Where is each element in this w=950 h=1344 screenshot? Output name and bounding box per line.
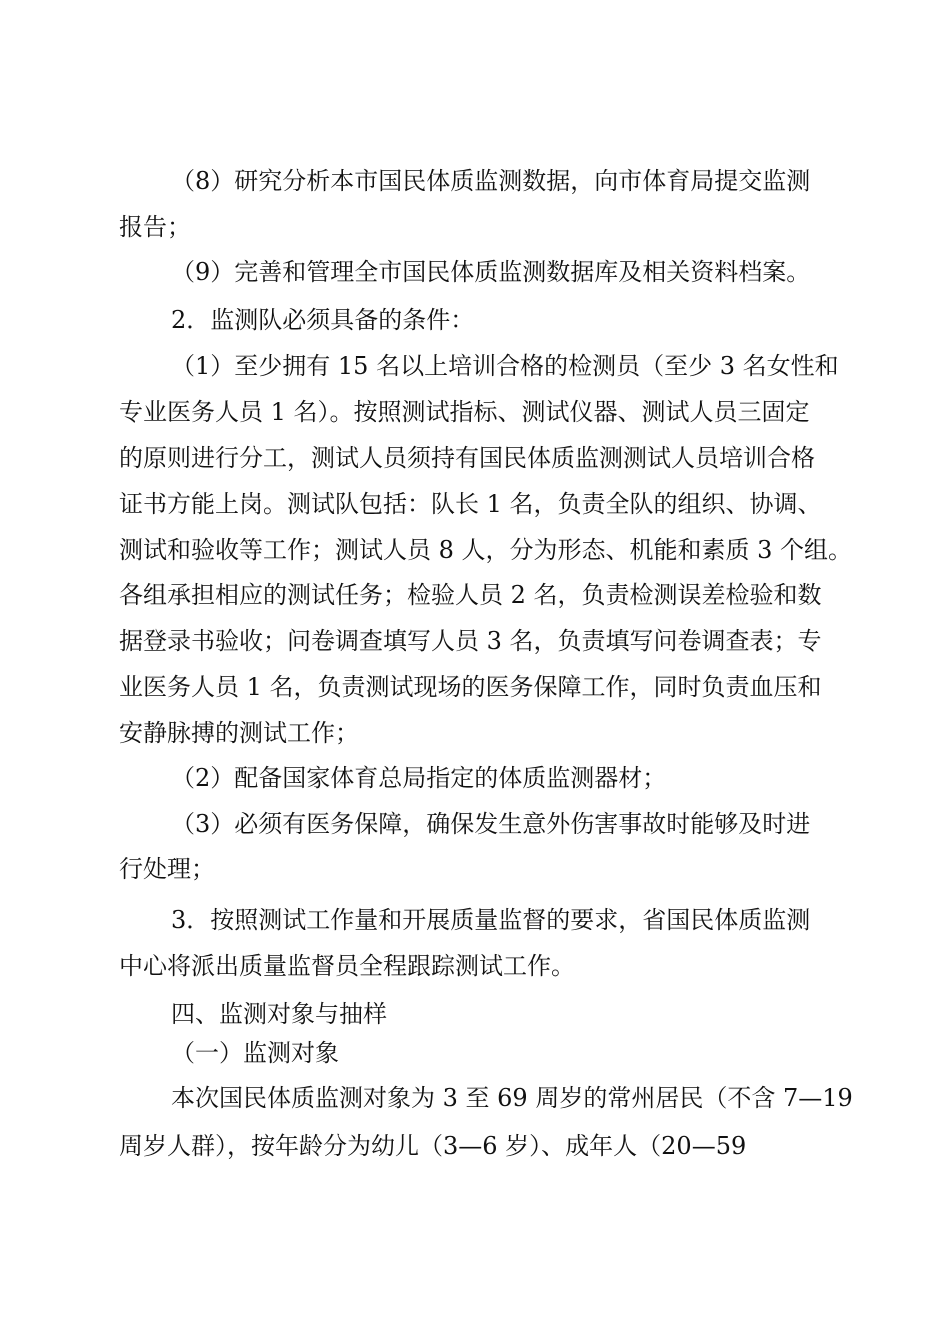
paragraph-line: 3．按照测试工作量和开展质量监督的要求，省国民体质监测 — [171, 906, 811, 934]
paragraph-line: （1）至少拥有 15 名以上培训合格的检测员（至少 3 名女性和 — [171, 352, 839, 380]
paragraph-line: 业医务人员 1 名，负责测试现场的医务保障工作，同时负责血压和 — [119, 673, 822, 701]
paragraph-line: 周岁人群），按年龄分为幼儿（3—6 岁）、成年人（20—59 — [119, 1132, 747, 1160]
paragraph-line: 证书方能上岗。测试队包括：队长 1 名，负责全队的组织、协调、 — [119, 490, 822, 518]
paragraph-line: （2）配备国家体育总局指定的体质监测器材； — [171, 764, 667, 792]
paragraph-line: 行处理； — [119, 855, 215, 883]
paragraph-line: 的原则进行分工，测试人员须持有国民体质监测测试人员培训合格 — [119, 444, 815, 472]
paragraph-line: 据登录书验收；问卷调查填写人员 3 名，负责填写问卷调查表；专 — [119, 627, 822, 655]
paragraph-line: 测试和验收等工作；测试人员 8 人，分为形态、机能和素质 3 个组。 — [119, 536, 853, 564]
subsection-heading: （一）监测对象 — [171, 1039, 339, 1067]
paragraph-line: 安静脉搏的测试工作； — [119, 719, 359, 747]
paragraph-line: （9）完善和管理全市国民体质监测数据库及相关资料档案。 — [171, 258, 811, 286]
paragraph-line: （3）必须有医务保障，确保发生意外伤害事故时能够及时进 — [171, 810, 811, 838]
section-heading: 四、监测对象与抽样 — [171, 1000, 387, 1028]
section-heading: 2．监测队必须具备的条件： — [171, 306, 475, 334]
paragraph-line: （8）研究分析本市国民体质监测数据，向市体育局提交监测 — [171, 167, 811, 195]
paragraph-line: 各组承担相应的测试任务；检验人员 2 名，负责检测误差检验和数 — [119, 581, 822, 609]
paragraph-line: 本次国民体质监测对象为 3 至 69 周岁的常州居民（不含 7—19 — [171, 1084, 853, 1112]
paragraph-line: 专业医务人员 1 名）。按照测试指标、测试仪器、测试人员三固定 — [119, 398, 810, 426]
paragraph-line: 中心将派出质量监督员全程跟踪测试工作。 — [119, 952, 575, 980]
paragraph-line: 报告； — [119, 213, 191, 241]
